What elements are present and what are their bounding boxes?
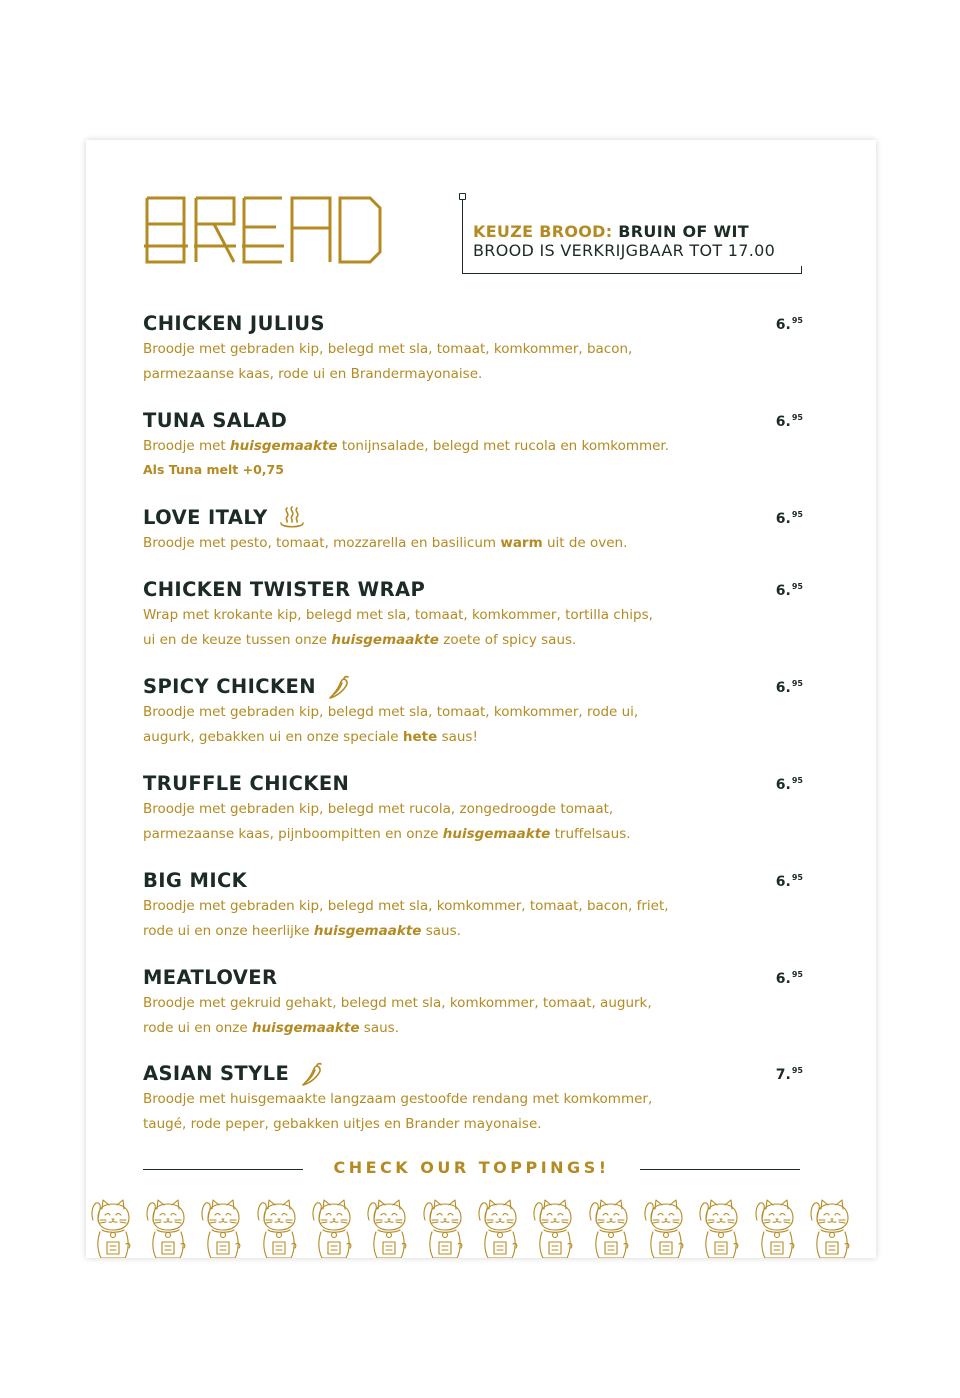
item-description: Broodje met pesto, tomaat, mozzarella en basilicum warm uit de oven. xyxy=(143,535,628,551)
lucky-cat-icon-row xyxy=(92,1200,849,1258)
item-price: 6.95 xyxy=(775,679,803,696)
menu-item-chicken-twister-wrap xyxy=(143,578,803,652)
item-name-row xyxy=(143,506,803,530)
page-title xyxy=(144,194,386,268)
item-name-row xyxy=(143,675,803,699)
item-description: Broodje met gebraden kip, belegd met sla, komkommer, tomaat, bacon, friet, rode ui en onze heerlijke huisgemaakte saus. xyxy=(143,898,669,939)
availability-note: BROOD IS VERKRIJGBAAR TOT 17.00 xyxy=(473,241,776,260)
menu-item-chicken-julius xyxy=(143,312,803,386)
bread-choice-line xyxy=(473,222,749,241)
divider-line-right xyxy=(640,1169,800,1170)
item-price: 6.95 xyxy=(775,510,803,527)
item-description: Broodje met gebraden kip, belegd met rucola, zongedroogde tomaat, parmezaanse kaas, pijnboompitten en onze huisgemaakte truffelsaus. xyxy=(143,801,631,842)
hot-steam-icon xyxy=(278,505,306,531)
item-description: Broodje met gebraden kip, belegd met sla, tomaat, komkommer, bacon, parmezaanse kaas, rode ui en Brandermayonaise. xyxy=(143,341,633,382)
item-price: 6.95 xyxy=(775,873,803,890)
toppings-heading: CHECK OUR TOPPINGS! xyxy=(333,1158,610,1177)
menu-item-big-mick xyxy=(143,869,803,943)
item-price: 7.95 xyxy=(775,1066,803,1083)
item-name: TUNA SALAD xyxy=(143,409,288,432)
item-name: CHICKEN TWISTER WRAP xyxy=(143,578,426,601)
menu-item-spicy-chicken xyxy=(143,675,803,749)
corner-tick xyxy=(801,266,803,274)
chili-pepper-icon xyxy=(299,1061,327,1087)
corner-marker-icon xyxy=(459,193,466,200)
item-price: 6.95 xyxy=(775,582,803,599)
item-description: Broodje met huisgemaakte tonijnsalade, belegd met rucola en komkommer. xyxy=(143,438,670,454)
item-price: 6.95 xyxy=(775,316,803,333)
menu-item-meatlover xyxy=(143,966,803,1040)
menu-item-tuna-salad xyxy=(143,409,803,481)
item-name-row xyxy=(143,1062,803,1086)
item-price: 6.95 xyxy=(775,970,803,987)
toppings-divider xyxy=(143,1155,800,1185)
chili-pepper-icon xyxy=(326,674,354,700)
item-price: 6.95 xyxy=(775,413,803,430)
item-name: ASIAN STYLE xyxy=(143,1062,290,1085)
item-extra-option: Als Tuna melt +0,75 xyxy=(143,461,284,477)
bread-choice-note xyxy=(462,197,801,274)
item-name: BIG MICK xyxy=(143,869,248,892)
item-price: 6.95 xyxy=(775,776,803,793)
lucky-cat-pattern xyxy=(86,1195,876,1258)
item-description: Wrap met krokante kip, belegd met sla, tomaat, komkommer, tortilla chips, ui en de keuze tussen onze huisgemaakte zoete of spicy saus. xyxy=(143,607,653,648)
item-name: MEATLOVER xyxy=(143,966,278,989)
item-name: SPICY CHICKEN xyxy=(143,675,316,698)
item-description: Broodje met huisgemaakte langzaam gestoofde rendang met komkommer, taugé, rode peper, gebakken uitjes en Brander mayonaise. xyxy=(143,1091,653,1132)
item-description: Broodje met gebraden kip, belegd met sla, tomaat, komkommer, rode ui, augurk, gebakken ui en onze speciale hete saus! xyxy=(143,704,639,745)
item-name: LOVE ITALY xyxy=(143,506,268,529)
menu-item-love-italy xyxy=(143,506,803,556)
item-name: CHICKEN JULIUS xyxy=(143,312,325,335)
bread-choice-value: BRUIN OF WIT xyxy=(618,222,749,241)
menu-page xyxy=(86,140,876,1258)
menu-item-truffle-chicken xyxy=(143,772,803,846)
item-description: Broodje met gekruid gehakt, belegd met sla, komkommer, tomaat, augurk, rode ui en onze huisgemaakte saus. xyxy=(143,995,652,1036)
bread-choice-label: KEUZE BROOD: xyxy=(473,222,613,241)
item-name: TRUFFLE CHICKEN xyxy=(143,772,350,795)
menu-item-asian-style xyxy=(143,1062,803,1136)
